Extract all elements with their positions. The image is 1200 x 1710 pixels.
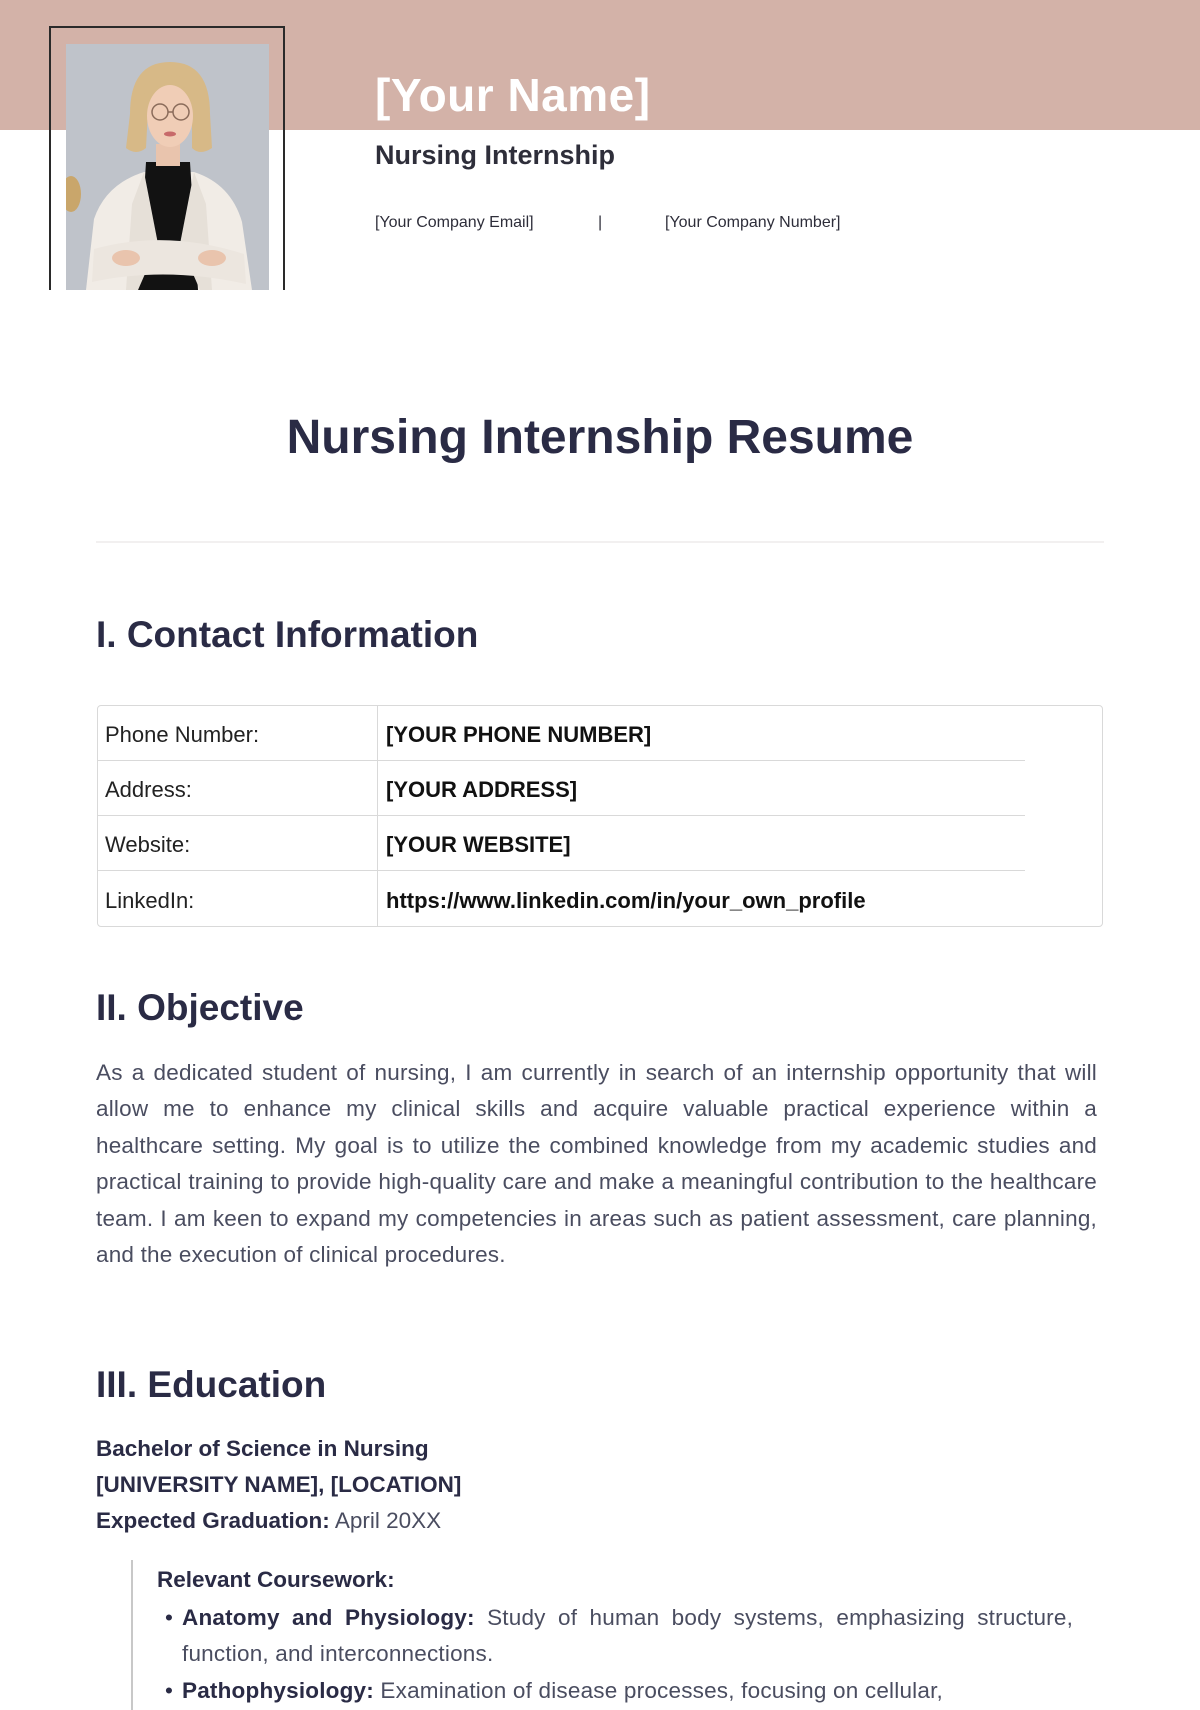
course-name: Anatomy and Physiology: [182,1605,475,1630]
header-separator: | [598,214,603,231]
header-email: [Your Company Email] [375,214,534,231]
contact-value[interactable]: https://www.linkedin.com/in/your_own_profile [386,888,866,913]
contact-label: LinkedIn: [105,888,195,913]
university-name [96,1472,461,1498]
contact-label: Address: [105,777,192,802]
university-text: [UNIVERSITY NAME], [LOCATION] [96,1472,462,1497]
table-row [98,761,1102,816]
list-item [165,1600,1073,1673]
profile-photo [66,44,269,290]
degree-name [96,1436,429,1462]
contact-table [97,705,1103,927]
course-name: Pathophysiology: [182,1678,374,1703]
title-divider [96,541,1104,543]
graduation-label: Expected Graduation: [96,1508,330,1533]
contact-heading: I. Contact Information [96,614,479,655]
bullet: • [165,1605,173,1630]
contact-label: Phone Number: [105,722,260,747]
row-divider [98,870,1025,871]
graduation-line [96,1508,441,1534]
header-name: [Your Name] [375,69,651,121]
contact-value: [YOUR PHONE NUMBER] [386,722,652,747]
coursework-title: Relevant Coursework: [157,1567,395,1592]
objective-heading: II. Objective [96,987,304,1028]
table-row [98,816,1102,871]
contact-value: [YOUR ADDRESS] [386,777,578,802]
list-item [165,1673,1073,1709]
table-row [98,706,1102,761]
contact-label: Website: [105,832,191,857]
contact-value: [YOUR WEBSITE] [386,832,571,857]
course-description: Study of human body systems, emphasizing structure, function, and interconnections. [182,1605,1074,1667]
degree-text: Bachelor of Science in Nursing [96,1436,429,1461]
course-text [182,1600,1073,1673]
document-title: Nursing Internship Resume [286,411,914,464]
bullet: • [165,1678,173,1703]
table-row [98,872,1102,927]
objective-text: As a dedicated student of nursing, I am currently in search of an internship opportunity that will allow me to enhance my clinical skills and acquire valuable practical experience within a healthcare setting. My goal is to utilize the combined knowledge from my academic studies and practical training to provide high-quality care and make a meaningful contribution to the healthcare team. I am keen to expand my competencies in areas such as patient assessment, care planning, and the execution of clinical procedures. [96,1060,1097,1268]
header-role: Nursing Internship [375,140,616,170]
education-heading: III. Education [96,1364,327,1405]
profile-photo-illustration [66,44,269,290]
header-number: [Your Company Number] [665,214,841,231]
course-description: Examination of disease processes, focusing on cellular, [380,1678,943,1703]
course-text [182,1673,1073,1709]
coursework-bar [131,1560,133,1710]
graduation-value: April 20XX [334,1508,442,1533]
